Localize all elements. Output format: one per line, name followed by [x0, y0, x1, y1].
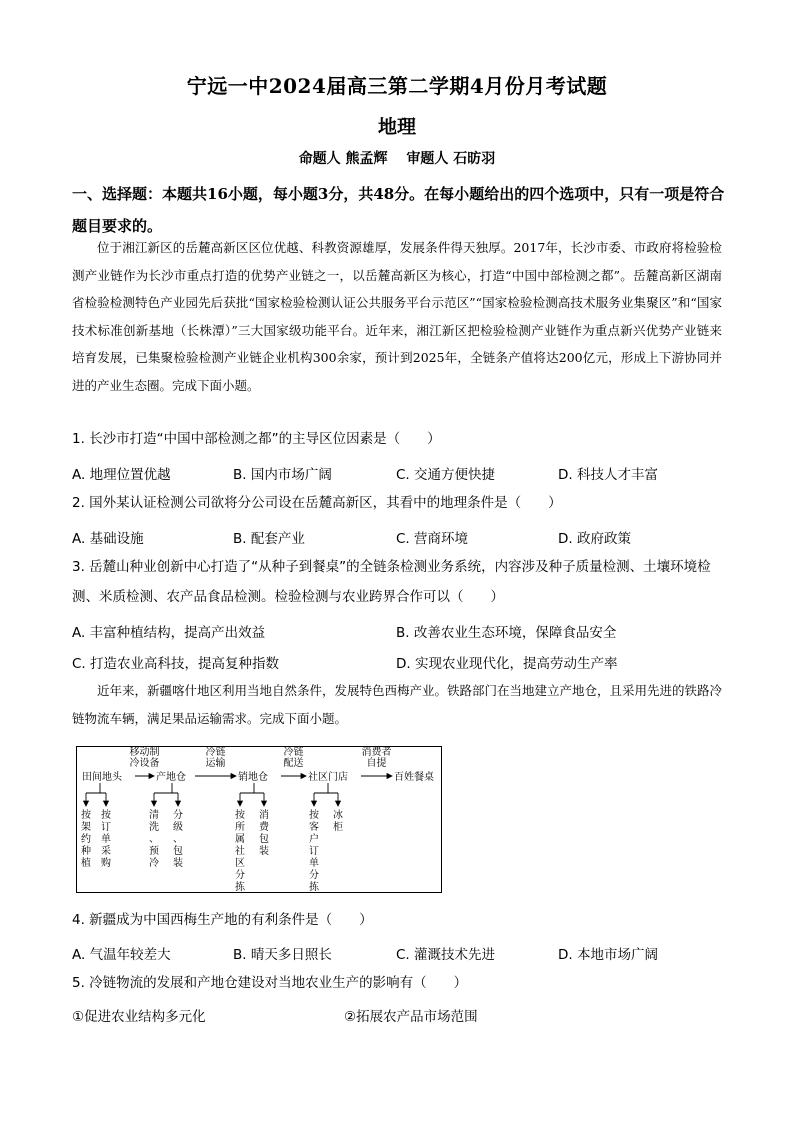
branch-text-3-1-7: 拣 [235, 882, 245, 893]
q5-statement-2: ②拓展农产品市场范围 [344, 1009, 478, 1025]
branch-text-4-1-4: 订 [309, 846, 319, 857]
question-2: 2. 国外某认证检测公司欲将分公司设在岳麓高新区，其看中的地理条件是（ ） [72, 495, 562, 511]
branch-text-2-2-2: 级 [173, 822, 183, 833]
branch-text-1-2-1: 按 [101, 810, 111, 821]
branch-text-2-1-1: 清 [149, 810, 159, 821]
branch-text-4-1-1: 按 [309, 810, 319, 821]
passage-1: 位于湘江新区的岳麓高新区区位优越、科教资源雄厚，发展条件得天独厚。2017年，长沙市委、市政府将检验检测产业链作为长沙市重点打造的优势产业链之一，以岳麓高新区为核心，打造“中国中部检测之都”。岳麓高新区湖南省检验检测特色产业园先后获批“国家检验检测认证公共服务平台示范区”“国家检验检测高技术服务业集聚区”和“国家技术标准创新基地（长株潭）”三大国家级功能平台。近年来，湘江新区把检验检测产业链作为重点新兴优势产业链来培育发展，已集聚检验检测产业链企业机构300余家，预计到2025年，全链条产值将达200亿元，形成上下游协同并进的产业生态圈。完成下面小题。 [72, 240, 722, 393]
flow-link-label-3-1: 冷链 [283, 747, 304, 758]
authors-line: 命题人 熊孟辉 审题人 石昉羽 [298, 151, 496, 167]
flow-link-label-4-1: 消费者 [361, 747, 392, 758]
passage-2: 近年来，新疆喀什地区利用当地自然条件，发展特色西梅产业。铁路部门在当地建立产地仓，且采用先进的铁路冷链物流车辆，满足果品运输需求。完成下面小题。 [72, 683, 723, 726]
branch-text-4-1-6: 分 [309, 870, 319, 881]
flow-node-3: 销地仓 [238, 772, 268, 783]
branch-text-4-1-7: 拣 [309, 882, 319, 893]
q1-option-a: A. 地理位置优越 [72, 467, 171, 483]
q3-option-c: C. 打造农业高科技，提高复种指数 [72, 656, 280, 672]
branch-text-3-1-5: 区 [235, 858, 245, 869]
flow-node-2: 产地仓 [156, 772, 186, 783]
flow-link-label-3-2: 配送 [283, 758, 304, 769]
q4-option-d: D. 本地市场广阔 [558, 947, 658, 963]
subject-title: 地理 [377, 116, 416, 138]
branch-text-1-2-2: 订 [101, 822, 111, 833]
question-5: 5. 冷链物流的发展和产地仓建设对当地农业生产的影响有（ ） [72, 975, 468, 991]
branch-text-2-2-5: 装 [173, 858, 183, 869]
branch-text-3-1-4: 社 [235, 846, 245, 857]
q4-option-a: A. 气温年较差大 [72, 947, 171, 963]
branch-text-4-1-5: 单 [309, 858, 319, 869]
flow-node-1: 田间地头 [82, 772, 122, 783]
branch-text-1-1-3: 约 [81, 834, 91, 845]
branch-text-3-1-3: 属 [235, 834, 245, 845]
q2-option-d: D. 政府政策 [558, 531, 631, 547]
branch-text-3-2-1: 消 [259, 810, 269, 821]
cold-chain-diagram [76, 746, 442, 893]
q3-option-d: D. 实现农业现代化，提高劳动生产率 [396, 656, 618, 672]
branch-text-3-1-1: 按 [235, 810, 245, 821]
branch-text-2-1-5: 冷 [149, 858, 159, 869]
branch-text-3-1-6: 分 [235, 870, 245, 881]
exam-title: 宁远一中2024届高三第二学期4月份月考试题 [186, 74, 608, 98]
branch-text-4-2-2: 柜 [333, 822, 343, 833]
flow-node-4: 社区门店 [308, 772, 348, 783]
branch-text-1-1-5: 植 [81, 858, 91, 869]
q5-statement-1: ①促进农业结构多元化 [72, 1009, 206, 1025]
branch-text-1-1-4: 种 [81, 846, 91, 857]
question-3: 3. 岳麓山种业创新中心打造了“从种子到餐桌”的全链条检测业务系统，内容涉及种子质量检测、土壤环境检测、米质检测、农产品食品检测。检验检测与农业跨界合作可以（ ） [72, 559, 711, 605]
flow-link-label-2-2: 运输 [205, 758, 226, 769]
q3-option-b: B. 改善农业生态环境，保障食品安全 [396, 625, 617, 641]
section-heading: 一、选择题：本题共16小题，每小题3分，共48分。在每小题给出的四个选项中，只有一项是符合题目要求的。 [72, 185, 725, 235]
flow-link-label-1-1: 移动制 [129, 747, 160, 758]
branch-text-4-2-1: 冰 [333, 810, 343, 821]
branch-text-4-1-3: 户 [309, 834, 319, 845]
q3-option-a: A. 丰富种植结构，提高产出效益 [72, 625, 266, 641]
branch-text-2-1-3: 、 [149, 834, 159, 845]
branch-text-2-2-3: 、 [173, 834, 183, 845]
question-1: 1. 长沙市打造“中国中部检测之都”的主导区位因素是（ ） [72, 431, 441, 447]
q4-option-c: C. 灌溉技术先进 [396, 947, 496, 963]
branch-text-3-1-2: 所 [235, 822, 245, 833]
q2-option-a: A. 基础设施 [72, 531, 144, 547]
branch-text-3-2-4: 装 [259, 846, 269, 857]
q2-option-b: B. 配套产业 [233, 531, 305, 547]
branch-text-1-2-3: 单 [101, 834, 111, 845]
branch-text-1-2-4: 采 [101, 846, 111, 857]
branch-text-2-1-4: 预 [149, 846, 159, 857]
flow-link-label-2-1: 冷链 [205, 747, 226, 758]
flow-link-label-4-2: 自提 [366, 758, 387, 769]
q2-option-c: C. 营商环境 [396, 531, 469, 547]
q1-option-b: B. 国内市场广阔 [233, 467, 332, 483]
branch-text-1-1-1: 按 [81, 810, 91, 821]
branch-text-2-2-4: 包 [173, 846, 183, 857]
flow-node-5: 百姓餐桌 [394, 772, 434, 783]
branch-text-1-1-2: 架 [81, 822, 91, 833]
q4-option-b: B. 晴天多日照长 [233, 947, 332, 963]
q1-option-c: C. 交通方便快捷 [396, 467, 496, 483]
branch-text-2-1-2: 洗 [149, 822, 159, 833]
branch-text-4-1-2: 客 [309, 822, 319, 833]
branch-text-3-2-3: 包 [259, 834, 269, 845]
branch-text-3-2-2: 费 [259, 822, 269, 833]
branch-text-1-2-5: 购 [101, 858, 111, 869]
flow-link-label-1-2: 冷设备 [129, 758, 160, 769]
branch-text-2-2-1: 分 [173, 810, 183, 821]
q1-option-d: D. 科技人才丰富 [558, 467, 658, 483]
question-4: 4. 新疆成为中国西梅生产地的有利条件是（ ） [72, 912, 373, 928]
